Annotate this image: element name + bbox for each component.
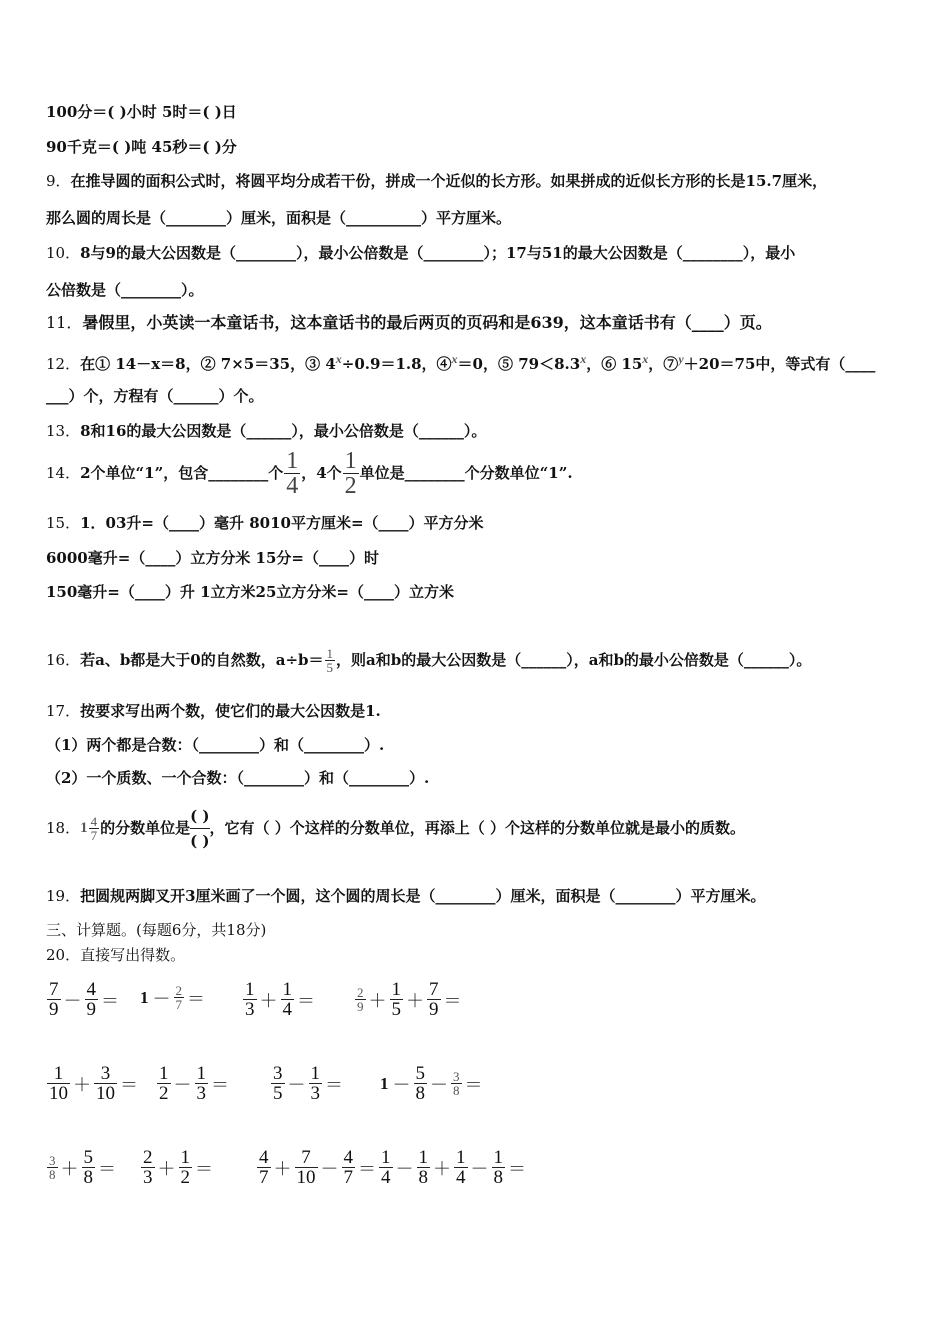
question-text: ，它有（ ）个这样的分数单位，再添上（ ）个这样的分数单位就是最小的质数。 [209,819,745,837]
equals-sign: ＝ [120,1074,138,1095]
question-13 [46,421,486,441]
numerator: 1 [159,1063,169,1084]
numerator: 1 [381,1147,391,1168]
calc-item-4 [354,980,464,1019]
calc-item-5 [46,1064,140,1103]
denominator: 8 [49,1167,56,1182]
question-text: 2个单位“1”，包含________个 [80,464,284,482]
question-number: 17． [46,702,81,720]
section-heading: 三、计算题。(每题6分，共18分) [46,921,267,939]
plus-sign: ＋ [406,990,424,1011]
question-15-line2: 6000毫升=（____）立方分米 15分=（____）时 [46,549,379,567]
fraction [257,1148,271,1187]
fraction [281,980,295,1019]
question-16 [46,618,812,675]
question-text: 1．03升=（____）毫升 8010平方厘米=（____）平方分米 [80,514,484,532]
question-17 [46,701,381,721]
fraction [390,980,404,1019]
numerator: 1 [310,1063,320,1084]
variable-x: x [451,352,458,366]
numerator: 1 [180,1147,190,1168]
numerator: 4 [343,1147,353,1168]
question-text: ＋20＝75中，等式有（____ [683,355,876,373]
question-17-part1: （1）两个都是合数：（________）和（________）. [46,736,385,754]
line-time-conversion: 100分＝( )小时 5时＝( )日 [46,103,237,121]
plus-sign: ＋ [60,1158,79,1179]
numerator: 2 [175,983,182,998]
plus-sign: ＋ [273,1158,292,1179]
fraction [427,980,441,1019]
denominator: 9 [429,999,439,1020]
variable-x: x [580,352,587,366]
numerator: 4 [259,1147,269,1168]
mixed-number [80,815,100,842]
calc-item-10 [140,1148,215,1187]
numerator: 1 [53,1063,64,1084]
plus-sign: ＋ [73,1074,91,1095]
denominator: 7 [175,997,182,1012]
fraction [325,647,336,674]
fraction [355,986,366,1013]
blank-numerator: ( ) [190,806,210,825]
whole-number: 1 [140,987,149,1007]
denominator: 2 [180,1167,190,1188]
variable-x: x [335,352,342,366]
question-15 [46,513,484,533]
question-20 [46,945,185,965]
minus-sign: － [173,1074,192,1095]
denominator: 2 [344,472,357,499]
fraction [195,1064,209,1103]
fraction [271,1064,285,1103]
whole-number: 1 [380,1073,389,1093]
denominator: 3 [143,1167,153,1188]
fraction [342,1148,356,1187]
plus-sign: ＋ [433,1158,451,1179]
minus-sign: － [287,1074,306,1095]
question-number: 15． [46,514,81,532]
question-number: 16． [46,651,81,669]
plus-sign: ＋ [157,1158,176,1179]
calc-item-11 [256,1148,378,1187]
question-15-line3: 150毫升=（____）升 1立方米25立方分米=（____）立方米 [46,583,454,601]
numerator: 1 [418,1147,428,1168]
fraction [94,1064,117,1103]
question-9 [46,171,827,191]
fraction [284,449,300,498]
plus-sign: ＋ [368,990,387,1011]
fraction [47,980,61,1019]
numerator: 1 [456,1147,466,1168]
denominator: 8 [415,1083,425,1104]
denominator: 10 [49,1083,68,1104]
equals-sign: ＝ [443,990,462,1011]
fraction [417,1148,431,1187]
equals-sign: ＝ [211,1074,229,1095]
fraction [157,1064,171,1103]
fraction [295,1148,318,1187]
numerator: 3 [273,1063,283,1084]
question-text: ，则a和b的最大公因数是（______），a和b的最小公倍数是（______）。 [336,651,812,669]
whole-part: 1 [80,820,88,836]
denominator: 9 [86,999,96,1020]
numerator: 7 [429,979,439,1000]
numerator: 5 [83,1147,93,1168]
question-text: 8与9的最大公因数是（________），最小公倍数是（________）；17与51的最大公因数是（________），最小 [80,244,796,262]
plus-sign: ＋ [259,990,278,1011]
denominator: 4 [286,472,299,499]
calc-item-1 [46,980,121,1019]
numerator: 5 [415,1063,425,1084]
numerator: 4 [86,979,96,1000]
calc-item-7 [270,1064,345,1103]
question-12-cont: ___）个，方程有（______）个。 [46,387,264,405]
equals-sign: ＝ [464,1074,483,1095]
numerator: 2 [357,985,364,1000]
fraction [379,1148,393,1187]
denominator: 5 [391,999,401,1020]
question-text: 若a、b都是大于0的自然数，a÷b＝ [80,651,324,669]
question-text: ＝0，⑤ 79＜8.3 [457,355,581,373]
question-text: 按要求写出两个数，使它们的最大公因数是1. [80,702,381,720]
question-17-part2: （2）一个质数、一个合数：（________）和（________）. [46,769,430,787]
question-14 [46,447,573,499]
equals-sign: ＝ [98,1158,116,1179]
fraction [174,984,185,1011]
calc-item-12 [378,1148,528,1187]
question-text: 在推导圆的面积公式时，将圆平均分成若干份，拼成一个近似的长方形。如果拼成的近似长方形的长是15.7厘米， [70,172,828,190]
fraction [179,1148,193,1187]
numerator: 7 [301,1147,311,1168]
fraction [85,980,99,1019]
numerator: 1 [326,646,334,661]
question-10-cont: 公倍数是（________）。 [46,281,204,299]
question-10 [46,243,795,263]
question-number: 13． [46,422,81,440]
question-text: 在① 14－x＝8，② 7×5＝35，③ 4 [80,355,336,373]
denominator: 9 [357,999,364,1014]
question-text: ÷0.9＝1.8，④ [341,355,452,373]
denominator: 5 [273,1083,283,1104]
numerator: 7 [49,979,59,1000]
fraction [243,980,257,1019]
fraction [89,815,100,842]
numerator: 3 [453,1069,460,1084]
minus-sign: － [430,1074,448,1095]
denominator: 3 [196,1083,206,1104]
question-text: 把圆规两脚叉开3厘米画了一个圆，这个圆的周长是（________）厘米，面积是（________）平方厘米。 [80,887,766,905]
question-number: 14． [46,464,81,482]
denominator: 8 [418,1167,428,1188]
fraction [343,449,359,498]
question-19 [46,886,766,906]
denominator: 4 [381,1167,391,1188]
question-number: 18． [46,819,81,837]
denominator: 9 [49,999,59,1020]
denominator: 8 [493,1167,503,1188]
numerator: 2 [143,1147,153,1168]
numerator: 3 [100,1063,111,1084]
denominator: 3 [245,999,255,1020]
denominator: 10 [96,1083,115,1104]
denominator: 3 [310,1083,320,1104]
fraction [47,1064,70,1103]
calc-item-6 [156,1064,231,1103]
numerator: 1 [344,447,357,474]
denominator: 10 [296,1167,316,1188]
variable-x: x [642,352,649,366]
fraction [492,1148,506,1187]
numerator: 1 [245,979,255,1000]
denominator: 8 [453,1083,460,1098]
minus-sign: － [152,988,171,1009]
equals-sign: ＝ [101,990,119,1011]
calc-item-3 [242,980,317,1019]
question-number: 19． [46,887,81,905]
numerator: 1 [196,1063,206,1084]
fraction [47,1154,58,1181]
calc-item-8 [380,1064,485,1103]
question-18 [46,800,745,856]
minus-sign: － [395,1158,414,1179]
question-number: 10． [46,244,81,262]
question-text: 8和16的最大公因数是（______），最小公倍数是（______）。 [80,422,487,440]
fraction [414,1064,428,1103]
numerator: 4 [90,813,98,829]
question-text: ，⑦ [648,355,679,373]
question-number: 9． [46,172,71,190]
question-text: 直接写出得数。 [80,946,186,964]
fraction [309,1064,323,1103]
question-text: 的分数单位是 [100,819,191,837]
question-11 [46,313,772,333]
minus-sign: － [470,1158,489,1179]
fraction [451,1070,462,1097]
calc-item-2 [140,984,207,1011]
equals-sign: ＝ [325,1074,343,1095]
denominator: 5 [326,660,334,675]
equals-sign: ＝ [195,1158,213,1179]
question-text: 暑假里，小英读一本童话书，这本童话书的最后两页的页码和是639，这本童话书有（____）页。 [82,313,772,332]
minus-sign: － [320,1158,339,1179]
fraction [454,1148,468,1187]
numerator: 1 [282,979,292,1000]
numerator: 3 [49,1153,56,1168]
numerator: 1 [493,1147,503,1168]
equals-sign: ＝ [508,1158,526,1179]
denominator: 4 [282,999,292,1020]
question-number: 11． [46,313,83,332]
line-weight-conversion: 90千克＝( )吨 45秒＝( )分 [46,138,237,156]
question-number: 12． [46,355,81,373]
minus-sign: － [392,1074,411,1095]
denominator: 7 [259,1167,269,1188]
question-12 [46,349,875,374]
question-text: ，⑥ 15 [586,355,643,373]
numerator: 1 [286,447,299,474]
question-9-cont: 那么圆的周长是（________）厘米，面积是（__________）平方厘米。 [46,209,512,227]
equals-sign: ＝ [297,990,315,1011]
denominator: 2 [159,1083,169,1104]
denominator: 4 [456,1167,466,1188]
fraction [82,1148,96,1187]
numerator: 1 [391,979,401,1000]
equals-sign: ＝ [187,988,205,1009]
blank-denominator: ( ) [190,828,209,853]
variable-y: y [678,352,684,366]
question-text: ，4个 [301,464,342,482]
question-text: 单位是________个分数单位“1”. [359,464,573,482]
denominator: 7 [343,1167,353,1188]
denominator: 8 [83,1167,93,1188]
blank-fraction [190,804,209,853]
minus-sign: － [63,990,82,1011]
fraction [141,1148,155,1187]
question-number: 20． [46,946,81,964]
denominator: 7 [90,827,98,843]
calc-item-9 [46,1148,118,1187]
equals-sign: ＝ [358,1158,376,1179]
